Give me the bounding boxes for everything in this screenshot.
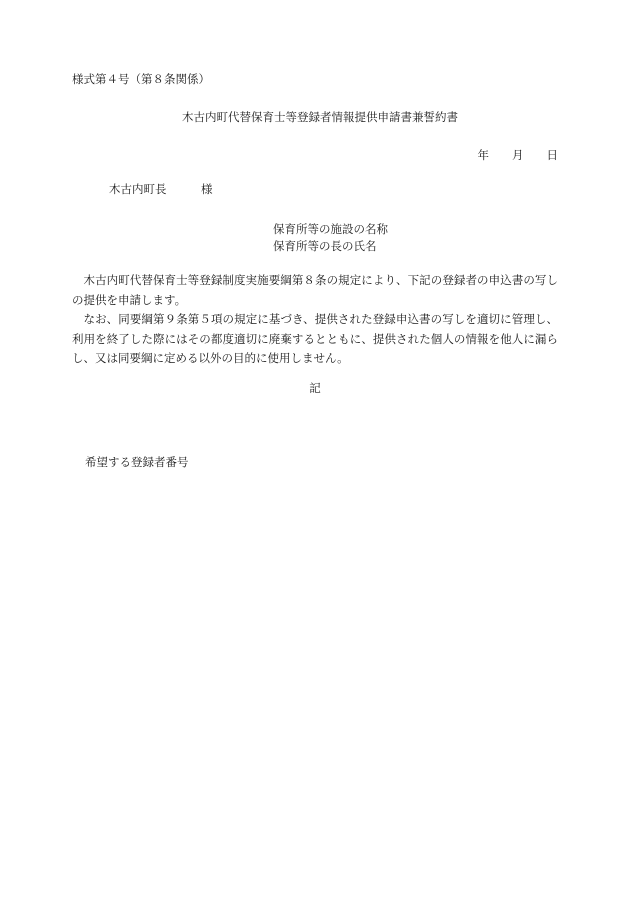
requested-registrant-number-label: 希望する登録者番号 <box>85 455 189 469</box>
body-text <box>72 271 558 369</box>
applicant-block <box>273 221 388 255</box>
body-paragraph-1: 木古内町代替保育士等登録制度実施要綱第８条の規定により、下記の登録者の申込書の写しの提供を申請します。 <box>72 273 558 307</box>
body-paragraph-2: なお、同要綱第９条第５項の規定に基づき、提供された登録申込書の写しを適切に管理し、利用を終了した際にはその都度適切に廃棄するとともに、提供された個人の情報を他人に漏らし、又は同要綱に定める以外の目的に使用しません。 <box>72 312 558 365</box>
head-name-label: 保育所等の長の氏名 <box>273 239 377 253</box>
facility-name-label: 保育所等の施設の名称 <box>273 222 388 236</box>
ki-heading: 記 <box>309 381 321 395</box>
date-line: 年 月 日 <box>477 148 558 162</box>
addressee: 木古内町長 様 <box>109 182 213 196</box>
form-number: 様式第４号（第８条関係） <box>72 72 210 86</box>
document-title: 木古内町代替保育士等登録者情報提供申請書兼誓約書 <box>182 110 458 124</box>
